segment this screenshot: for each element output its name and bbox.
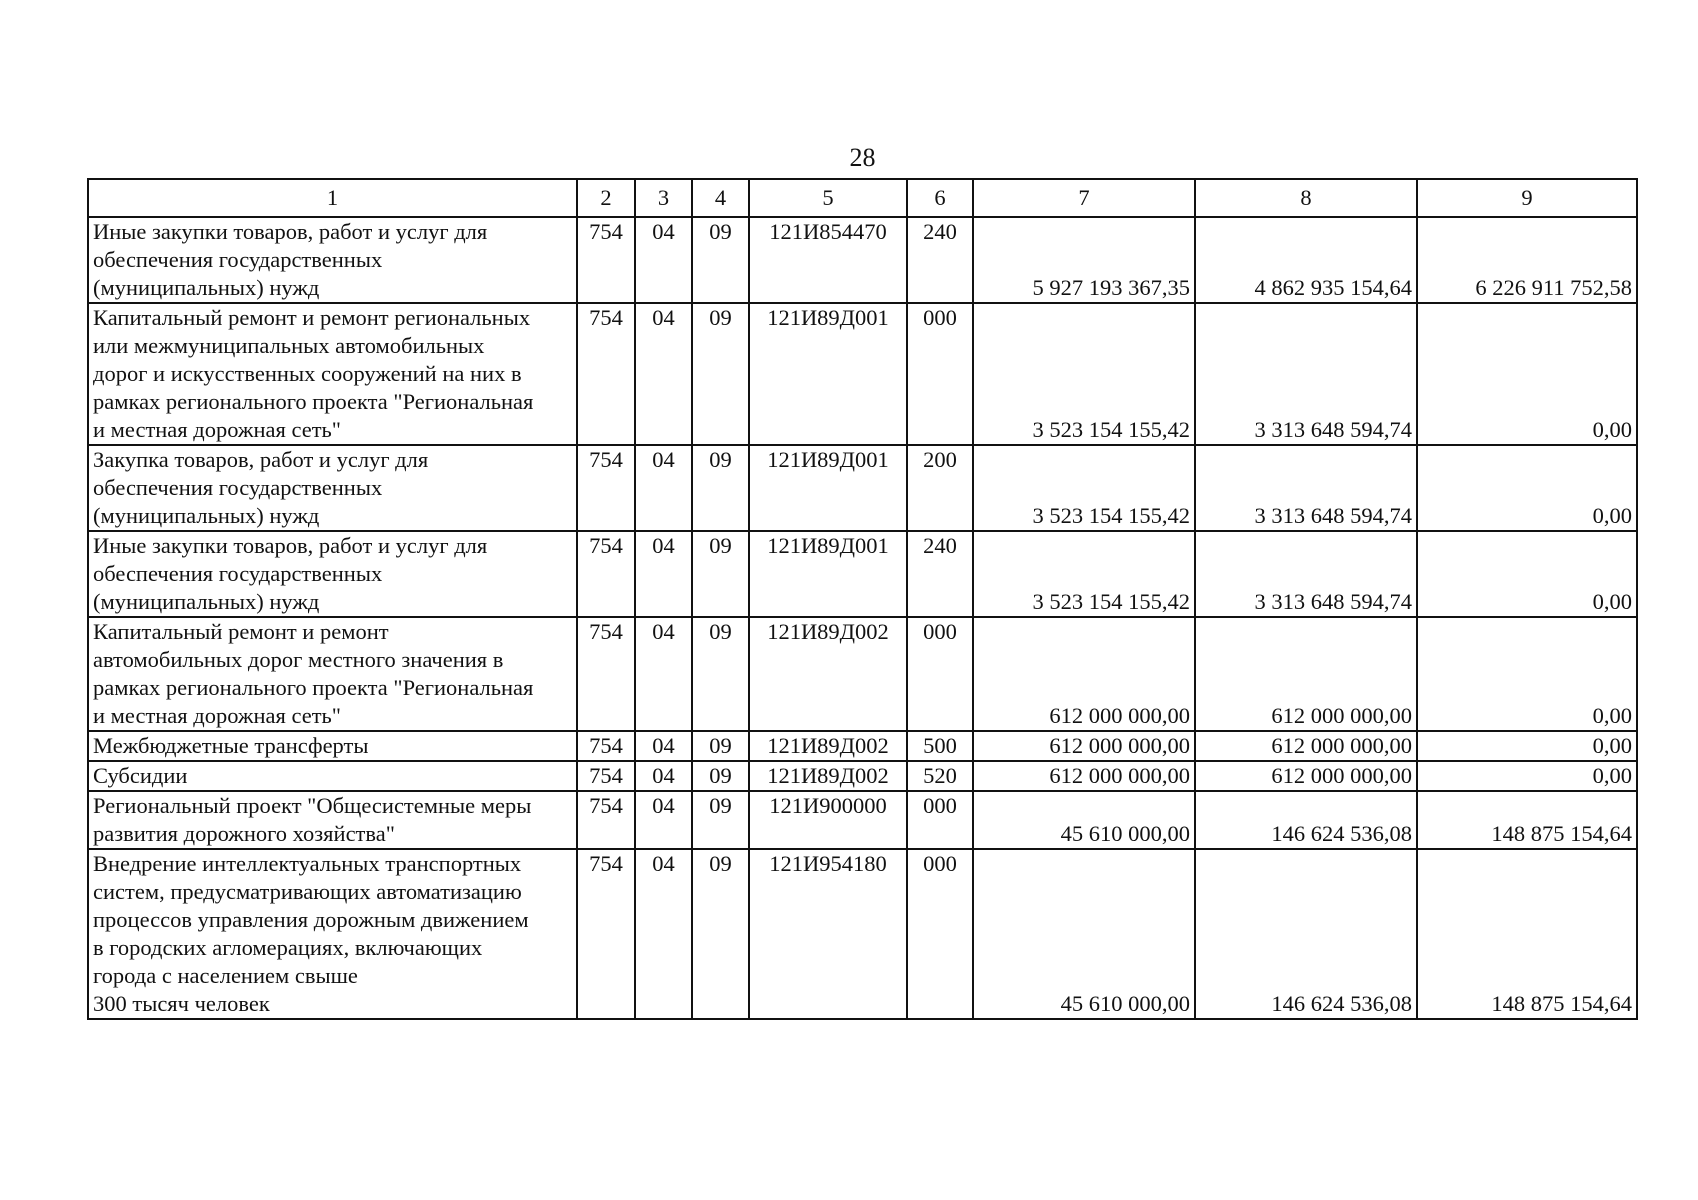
target-article-code: 121И89Д001 <box>749 445 907 531</box>
expense-type-code: 200 <box>907 445 973 531</box>
table-row <box>88 849 1637 1019</box>
subsection-code: 09 <box>692 761 749 791</box>
grbs-code: 754 <box>577 617 635 731</box>
header-cell-8: 8 <box>1195 179 1417 217</box>
row-description: Иные закупки товаров, работ и услуг для обеспечения государственных (муниципальных) нужд <box>88 217 577 303</box>
grbs-code: 754 <box>577 303 635 445</box>
amount-col-8: 3 313 648 594,74 <box>1195 531 1417 617</box>
table-row <box>88 731 1637 761</box>
subsection-code: 09 <box>692 617 749 731</box>
amount-col-7: 3 523 154 155,42 <box>973 531 1195 617</box>
row-description: Капитальный ремонт и ремонт автомобильных дорог местного значения в рамках регионального проекта "Региональная и местная дорожная сеть" <box>88 617 577 731</box>
section-code: 04 <box>635 849 692 1019</box>
subsection-code: 09 <box>692 445 749 531</box>
amount-col-8: 612 000 000,00 <box>1195 731 1417 761</box>
section-code: 04 <box>635 791 692 849</box>
header-cell-1: 1 <box>88 179 577 217</box>
row-description: Капитальный ремонт и ремонт региональных или межмуниципальных автомобильных дорог и искусственных сооружений на них в рамках регионального проекта "Региональная и местная дорожная сеть" <box>88 303 577 445</box>
amount-col-8: 146 624 536,08 <box>1195 849 1417 1019</box>
row-description: Региональный проект "Общесистемные меры развития дорожного хозяйства" <box>88 791 577 849</box>
header-cell-4: 4 <box>692 179 749 217</box>
row-description: Внедрение интеллектуальных транспортных систем, предусматривающих автоматизацию процессов управления дорожным движением в городских агломерациях, включающих города с населением свыше 300 тысяч человек <box>88 849 577 1019</box>
amount-col-8: 3 313 648 594,74 <box>1195 303 1417 445</box>
target-article-code: 121И89Д001 <box>749 303 907 445</box>
amount-col-7: 45 610 000,00 <box>973 791 1195 849</box>
target-article-code: 121И954180 <box>749 849 907 1019</box>
table-row <box>88 217 1637 303</box>
amount-col-7: 3 523 154 155,42 <box>973 303 1195 445</box>
grbs-code: 754 <box>577 217 635 303</box>
table-row <box>88 617 1637 731</box>
amount-col-7: 612 000 000,00 <box>973 731 1195 761</box>
table-row <box>88 761 1637 791</box>
row-description: Закупка товаров, работ и услуг для обеспечения государственных (муниципальных) нужд <box>88 445 577 531</box>
table-row <box>88 303 1637 445</box>
header-cell-6: 6 <box>907 179 973 217</box>
target-article-code: 121И89Д002 <box>749 761 907 791</box>
amount-col-9: 0,00 <box>1417 761 1637 791</box>
subsection-code: 09 <box>692 531 749 617</box>
amount-col-9: 0,00 <box>1417 303 1637 445</box>
amount-col-8: 612 000 000,00 <box>1195 761 1417 791</box>
expense-type-code: 000 <box>907 791 973 849</box>
header-cell-3: 3 <box>635 179 692 217</box>
section-code: 04 <box>635 731 692 761</box>
amount-col-8: 3 313 648 594,74 <box>1195 445 1417 531</box>
table-row <box>88 791 1637 849</box>
grbs-code: 754 <box>577 791 635 849</box>
header-cell-5: 5 <box>749 179 907 217</box>
amount-col-9: 0,00 <box>1417 617 1637 731</box>
table-header-row <box>88 179 1637 217</box>
subsection-code: 09 <box>692 791 749 849</box>
amount-col-9: 6 226 911 752,58 <box>1417 217 1637 303</box>
amount-col-7: 45 610 000,00 <box>973 849 1195 1019</box>
header-cell-2: 2 <box>577 179 635 217</box>
expense-type-code: 000 <box>907 849 973 1019</box>
subsection-code: 09 <box>692 849 749 1019</box>
table-row <box>88 445 1637 531</box>
section-code: 04 <box>635 217 692 303</box>
amount-col-9: 0,00 <box>1417 445 1637 531</box>
target-article-code: 121И89Д001 <box>749 531 907 617</box>
section-code: 04 <box>635 303 692 445</box>
amount-col-7: 5 927 193 367,35 <box>973 217 1195 303</box>
target-article-code: 121И89Д002 <box>749 617 907 731</box>
expense-type-code: 500 <box>907 731 973 761</box>
amount-col-7: 612 000 000,00 <box>973 617 1195 731</box>
grbs-code: 754 <box>577 531 635 617</box>
amount-col-9: 0,00 <box>1417 531 1637 617</box>
table-row <box>88 531 1637 617</box>
section-code: 04 <box>635 531 692 617</box>
grbs-code: 754 <box>577 445 635 531</box>
amount-col-9: 148 875 154,64 <box>1417 849 1637 1019</box>
subsection-code: 09 <box>692 303 749 445</box>
header-cell-9: 9 <box>1417 179 1637 217</box>
amount-col-9: 148 875 154,64 <box>1417 791 1637 849</box>
grbs-code: 754 <box>577 731 635 761</box>
amount-col-7: 3 523 154 155,42 <box>973 445 1195 531</box>
expense-type-code: 000 <box>907 303 973 445</box>
amount-col-8: 146 624 536,08 <box>1195 791 1417 849</box>
grbs-code: 754 <box>577 849 635 1019</box>
section-code: 04 <box>635 445 692 531</box>
section-code: 04 <box>635 761 692 791</box>
target-article-code: 121И900000 <box>749 791 907 849</box>
header-cell-7: 7 <box>973 179 1195 217</box>
row-description: Иные закупки товаров, работ и услуг для обеспечения государственных (муниципальных) нужд <box>88 531 577 617</box>
target-article-code: 121И854470 <box>749 217 907 303</box>
page-number: 28 <box>849 143 876 172</box>
amount-col-9: 0,00 <box>1417 731 1637 761</box>
target-article-code: 121И89Д002 <box>749 731 907 761</box>
row-description: Субсидии <box>88 761 577 791</box>
amount-col-8: 4 862 935 154,64 <box>1195 217 1417 303</box>
expense-type-code: 240 <box>907 531 973 617</box>
expense-type-code: 520 <box>907 761 973 791</box>
amount-col-7: 612 000 000,00 <box>973 761 1195 791</box>
row-description: Межбюджетные трансферты <box>88 731 577 761</box>
budget-table <box>87 178 1638 1020</box>
subsection-code: 09 <box>692 217 749 303</box>
subsection-code: 09 <box>692 731 749 761</box>
expense-type-code: 240 <box>907 217 973 303</box>
amount-col-8: 612 000 000,00 <box>1195 617 1417 731</box>
grbs-code: 754 <box>577 761 635 791</box>
section-code: 04 <box>635 617 692 731</box>
expense-type-code: 000 <box>907 617 973 731</box>
